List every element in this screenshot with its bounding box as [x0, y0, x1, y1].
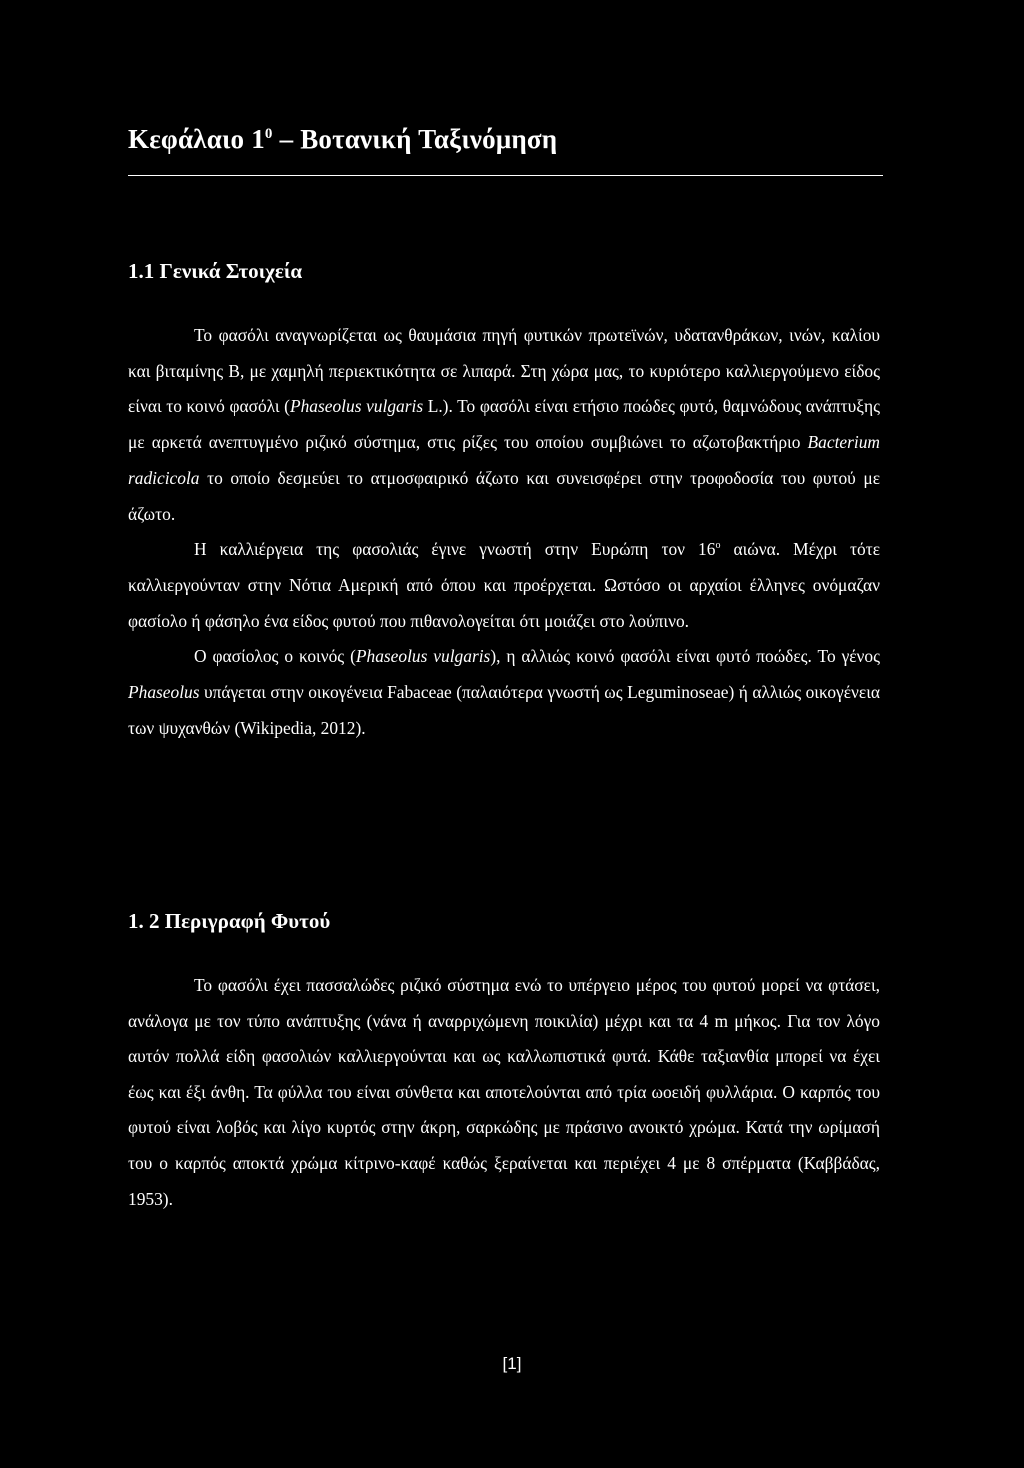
chapter-number-superscript: 0: [264, 126, 273, 142]
chapter-title-suffix: – Βοτανική Ταξινόμηση: [272, 124, 558, 154]
paragraph-text: υπάγεται στην οικογένεια Fabaceae (παλαιότερα γνωστή ως Leguminoseae) ή αλλιώς οικογένεια των ψυχανθών (Wikipedia, 2012).: [128, 682, 880, 738]
scientific-name: Phaseolus: [128, 682, 200, 703]
paragraph: [128, 532, 880, 639]
paragraph-text: αιώνα. Μέχρι τότε καλλιεργούνταν στην Νότια Αμερική από όπου και προέρχεται. Ωστόσο οι αρχαίοι έλληνες ονόμαζαν φασίολο ή φάσηλο ένα είδος φυτού που πιθανολογείται ότι μοιάζει στο λούπινο.: [128, 539, 881, 631]
title-underline-divider: [128, 175, 883, 176]
paragraph-text: Ο φασίολος ο κοινός (: [194, 646, 356, 667]
paragraph: [128, 318, 880, 532]
scientific-name: Phaseolus vulgaris: [355, 646, 491, 667]
paragraph: Το φασόλι έχει πασσαλώδες ριζικό σύστημα ενώ το υπέργειο μέρος του φυτού μορεί να φτάσει, ανάλογα με τον τύπο ανάπτυξης (νάνα ή αναρριχώμενη ποικιλία) μέχρι και τα 4 m μήκος. Για τον λόγο αυτόν πολλά είδη φασολιών καλλιεργούνται και ως καλλωπιστικά φυτά. Κάθε ταξιανθία μπορεί να έχει έως και έξι άνθη. Τα φύλλα του είναι σύνθετα και αποτελούνται από τρία ωοειδή φυλλάρια. Ο καρπός του φυτού είναι λοβός και λίγο κυρτός στην άκρη, σαρκώδης με πράσινο ανοικτό χρώμα. Κατά την ωρίμασή του ο καρπός αποκτά χρώμα κίτρινο-καφέ καθώς ξεραίνεται και περιέχει 4 με 8 σπέρματα (Καββάδας, 1953).: [128, 975, 880, 1209]
section-heading-general: 1.1 Γενικά Στοιχεία: [128, 259, 303, 283]
paragraph-text: ), η αλλιώς κοινό φασόλι είναι φυτό ποώδες. Το γένος: [490, 646, 880, 667]
section-body-plant-description: [128, 968, 880, 1217]
paragraph: [128, 639, 880, 746]
page-number: [1]: [502, 1354, 522, 1373]
section-heading-plant-description: 1. 2 Περιγραφή Φυτού: [128, 909, 331, 933]
paragraph-text: L.). Το φασόλι είναι ετήσιο ποώδες φυτό, θαμνώδους ανάπτυξης με αρκετά ανεπτυγμένο ριζικό σύστημα, στις ρίζες του οποίου συμβιώνει το αζωτοβακτήριο: [128, 396, 881, 453]
paragraph-text: Το φασόλι αναγνωρίζεται ως θαυμάσια πηγή φυτικών πρωτεϊνών, υδατανθράκων, ινών, καλίου και βιταμίνης Β, με χαμηλή περιεκτικότητα σε λιπαρά. Στη χώρα μας, το κυριότερο καλλιεργούμενο είδος είναι το κοινό φασόλι (: [128, 325, 880, 417]
chapter-title-prefix: Κεφάλαιο 1: [128, 124, 265, 154]
paragraph-text: Η καλλιέργεια της φασολιάς έγινε γνωστή στην Ευρώπη τον 16: [194, 539, 716, 560]
paragraph-text: το οποίο δεσμεύει το ατμοσφαιρικό άζωτο και συνεισφέρει στην τροφοδοσία του φυτού με άζωτο.: [128, 467, 880, 524]
chapter-title: [128, 124, 557, 155]
ordinal-superscript: ο: [715, 540, 721, 552]
scientific-name: Bacterium radicicola: [128, 432, 880, 488]
section-body-general: [128, 318, 880, 746]
scientific-name: Phaseolus vulgaris: [289, 396, 424, 417]
